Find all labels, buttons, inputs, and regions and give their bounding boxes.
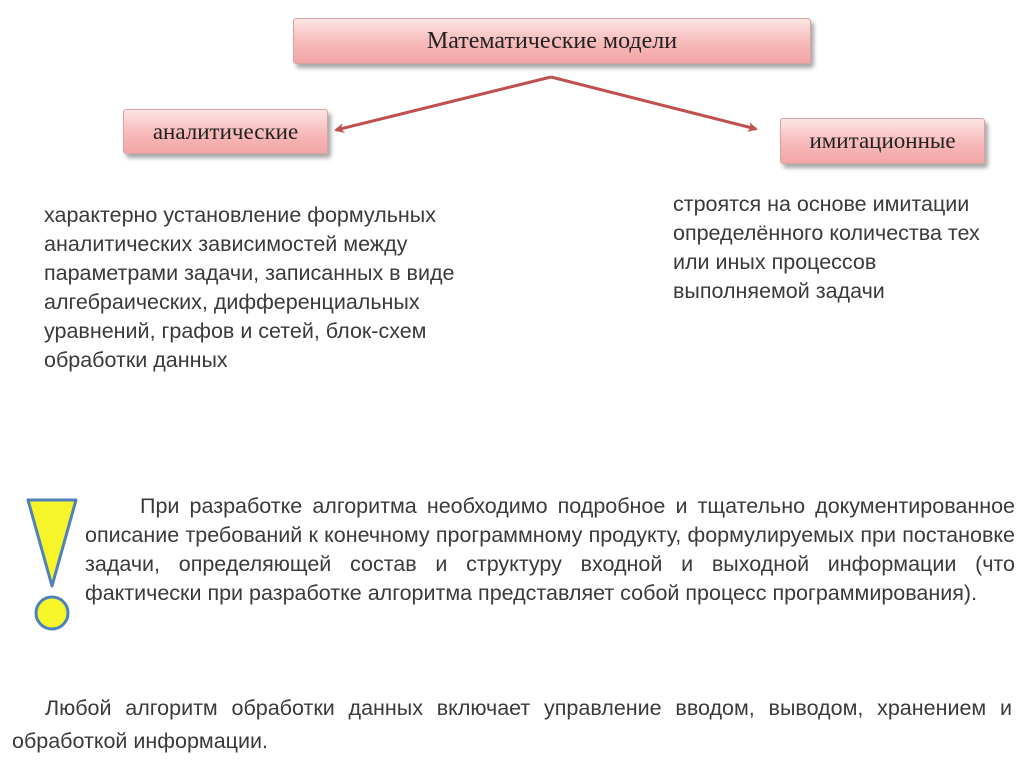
analytic-models-box (123, 109, 328, 154)
imitation-models-label: имитационные (809, 128, 956, 153)
analytic-description: характерно установление формульных аналитических зависимостей между параметрами задачи, записанных в виде алгебраических, дифференциальных уравнений, графов и сетей, блок-схем обработки данных (44, 203, 455, 372)
analytic-models-label: аналитические (152, 118, 299, 144)
footer-text: Любой алгоритм обработки данных включает управление вводом, выводом, хранением и обработкой информации. (12, 696, 1012, 753)
exclamation-icon (22, 494, 82, 636)
note-text: При разработке алгоритма необходимо подробное и тщательно документированное описание требований к конечному программному продукту, формулируемых при постановке задачи, определяющей состав и структуру входной и выходной информации (что фактически при разработке алгоритма представляет собой процесс программирования). (85, 494, 1015, 605)
arrow-to-imitation (551, 77, 756, 129)
imitation-description: строятся на основе имитации определённого количества тех или иных процессов выполняемой задачи (673, 192, 980, 303)
math-models-label: Математические модели (426, 27, 678, 54)
imitation-models-box (780, 118, 985, 164)
math-models-box (293, 18, 811, 64)
arrow-to-analytic (336, 77, 551, 130)
